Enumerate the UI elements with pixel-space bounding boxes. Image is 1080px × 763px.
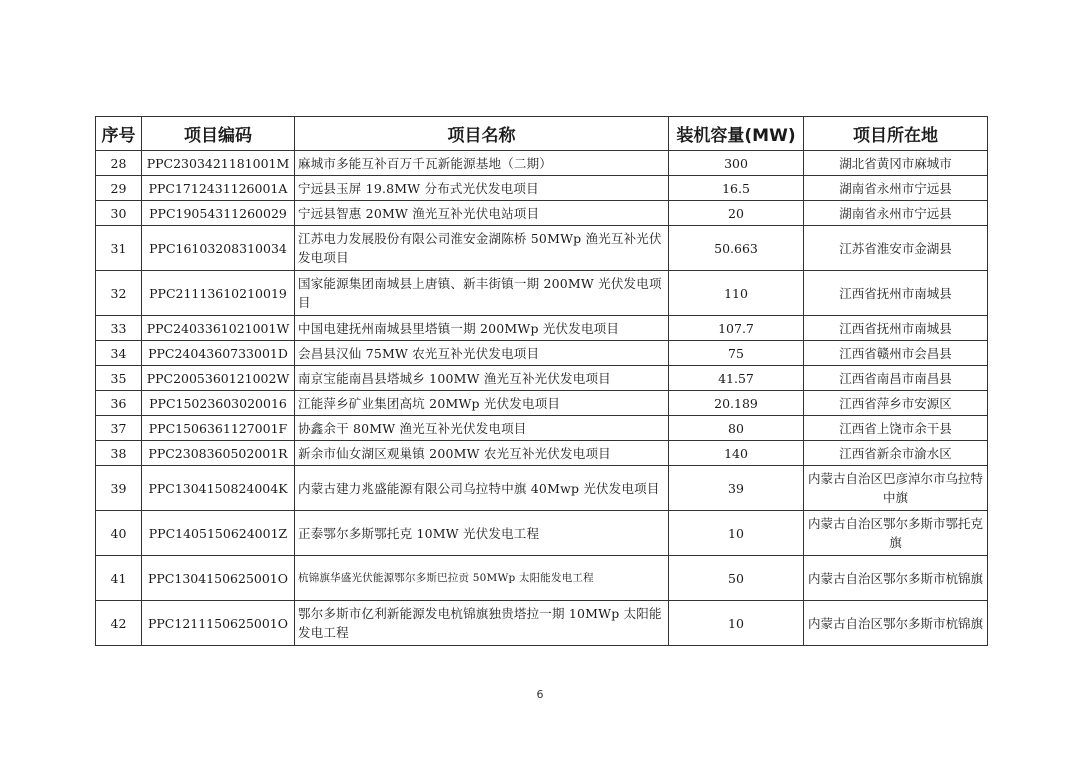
cell-no: 42 <box>96 601 142 646</box>
cell-location: 内蒙古自治区巴彦淖尔市乌拉特中旗 <box>804 466 988 511</box>
cell-name: 麻城市多能互补百万千瓦新能源基地（二期） <box>295 151 669 176</box>
cell-name: 杭锦旗华盛光伏能源鄂尔多斯巴拉贡 50MWp 太阳能发电工程 <box>295 556 669 601</box>
cell-no: 39 <box>96 466 142 511</box>
header-location: 项目所在地 <box>804 117 988 151</box>
header-name: 项目名称 <box>295 117 669 151</box>
cell-code: PPC2404360733001D <box>142 341 295 366</box>
table-row <box>96 601 988 646</box>
header-capacity: 装机容量(MW) <box>669 117 804 151</box>
table-row <box>96 341 988 366</box>
cell-name: 宁远县智惠 20MW 渔光互补光伏电站项目 <box>295 201 669 226</box>
header-no: 序号 <box>96 117 142 151</box>
cell-capacity: 300 <box>669 151 804 176</box>
cell-no: 30 <box>96 201 142 226</box>
cell-code: PPC15023603020016 <box>142 391 295 416</box>
table-row <box>96 416 988 441</box>
cell-code: PPC2005360121002W <box>142 366 295 391</box>
cell-location: 江西省抚州市南城县 <box>804 271 988 316</box>
cell-code: PPC19054311260029 <box>142 201 295 226</box>
cell-code: PPC2303421181001M <box>142 151 295 176</box>
cell-name: 新余市仙女湖区观巢镇 200MW 农光互补光伏发电项目 <box>295 441 669 466</box>
header-code: 项目编码 <box>142 117 295 151</box>
cell-code: PPC21113610210019 <box>142 271 295 316</box>
table-row <box>96 271 988 316</box>
table-row <box>96 441 988 466</box>
cell-name: 正泰鄂尔多斯鄂托克 10MW 光伏发电工程 <box>295 511 669 556</box>
cell-capacity: 41.57 <box>669 366 804 391</box>
table-row <box>96 151 988 176</box>
cell-location: 江西省萍乡市安源区 <box>804 391 988 416</box>
cell-name: 内蒙古建力兆盛能源有限公司乌拉特中旗 40Mwp 光伏发电项目 <box>295 466 669 511</box>
cell-no: 34 <box>96 341 142 366</box>
cell-name: 中国电建抚州南城县里塔镇一期 200MWp 光伏发电项目 <box>295 316 669 341</box>
cell-capacity: 16.5 <box>669 176 804 201</box>
cell-no: 29 <box>96 176 142 201</box>
cell-code: PPC2403361021001W <box>142 316 295 341</box>
cell-no: 36 <box>96 391 142 416</box>
cell-code: PPC2308360502001R <box>142 441 295 466</box>
cell-capacity: 140 <box>669 441 804 466</box>
cell-capacity: 107.7 <box>669 316 804 341</box>
cell-no: 37 <box>96 416 142 441</box>
cell-capacity: 50.663 <box>669 226 804 271</box>
cell-location: 内蒙古自治区鄂尔多斯市杭锦旗 <box>804 556 988 601</box>
table-row <box>96 201 988 226</box>
cell-name: 南京宝能南昌县塔城乡 100MW 渔光互补光伏发电项目 <box>295 366 669 391</box>
table-row <box>96 226 988 271</box>
cell-capacity: 39 <box>669 466 804 511</box>
cell-capacity: 110 <box>669 271 804 316</box>
table-row <box>96 176 988 201</box>
cell-location: 江西省赣州市会昌县 <box>804 341 988 366</box>
cell-name: 协鑫余干 80MW 渔光互补光伏发电项目 <box>295 416 669 441</box>
cell-no: 40 <box>96 511 142 556</box>
cell-name: 江苏电力发展股份有限公司淮安金湖陈桥 50MWp 渔光互补光伏发电项目 <box>295 226 669 271</box>
cell-location: 江西省抚州市南城县 <box>804 316 988 341</box>
cell-name: 江能萍乡矿业集团高坑 20MWp 光伏发电项目 <box>295 391 669 416</box>
cell-code: PPC1211150625001O <box>142 601 295 646</box>
table-header-row <box>96 117 988 151</box>
cell-code: PPC16103208310034 <box>142 226 295 271</box>
cell-code: PPC1712431126001A <box>142 176 295 201</box>
cell-location: 湖南省永州市宁远县 <box>804 176 988 201</box>
cell-no: 32 <box>96 271 142 316</box>
cell-location: 江西省上饶市余干县 <box>804 416 988 441</box>
cell-name: 国家能源集团南城县上唐镇、新丰街镇一期 200MW 光伏发电项目 <box>295 271 669 316</box>
cell-capacity: 10 <box>669 511 804 556</box>
cell-code: PPC1506361127001F <box>142 416 295 441</box>
table-row <box>96 556 988 601</box>
cell-capacity: 10 <box>669 601 804 646</box>
cell-capacity: 80 <box>669 416 804 441</box>
page-number: 6 <box>536 688 544 701</box>
table-row <box>96 316 988 341</box>
cell-location: 江西省新余市渝水区 <box>804 441 988 466</box>
cell-location: 江西省南昌市南昌县 <box>804 366 988 391</box>
cell-location: 湖南省永州市宁远县 <box>804 201 988 226</box>
cell-location: 内蒙古自治区鄂尔多斯市鄂托克旗 <box>804 511 988 556</box>
table-row <box>96 466 988 511</box>
cell-code: PPC1304150824004K <box>142 466 295 511</box>
cell-name: 会昌县汉仙 75MW 农光互补光伏发电项目 <box>295 341 669 366</box>
table-row <box>96 366 988 391</box>
cell-code: PPC1304150625001O <box>142 556 295 601</box>
cell-name: 宁远县玉屏 19.8MW 分布式光伏发电项目 <box>295 176 669 201</box>
cell-no: 35 <box>96 366 142 391</box>
cell-no: 33 <box>96 316 142 341</box>
table-row <box>96 391 988 416</box>
project-table <box>95 116 988 646</box>
cell-location: 江苏省淮安市金湖县 <box>804 226 988 271</box>
cell-no: 38 <box>96 441 142 466</box>
table-row <box>96 511 988 556</box>
cell-no: 28 <box>96 151 142 176</box>
cell-no: 41 <box>96 556 142 601</box>
cell-location: 内蒙古自治区鄂尔多斯市杭锦旗 <box>804 601 988 646</box>
cell-capacity: 20.189 <box>669 391 804 416</box>
cell-capacity: 75 <box>669 341 804 366</box>
cell-no: 31 <box>96 226 142 271</box>
cell-code: PPC1405150624001Z <box>142 511 295 556</box>
cell-capacity: 20 <box>669 201 804 226</box>
cell-location: 湖北省黄冈市麻城市 <box>804 151 988 176</box>
cell-name: 鄂尔多斯市亿利新能源发电杭锦旗独贵塔拉一期 10MWp 太阳能发电工程 <box>295 601 669 646</box>
cell-capacity: 50 <box>669 556 804 601</box>
